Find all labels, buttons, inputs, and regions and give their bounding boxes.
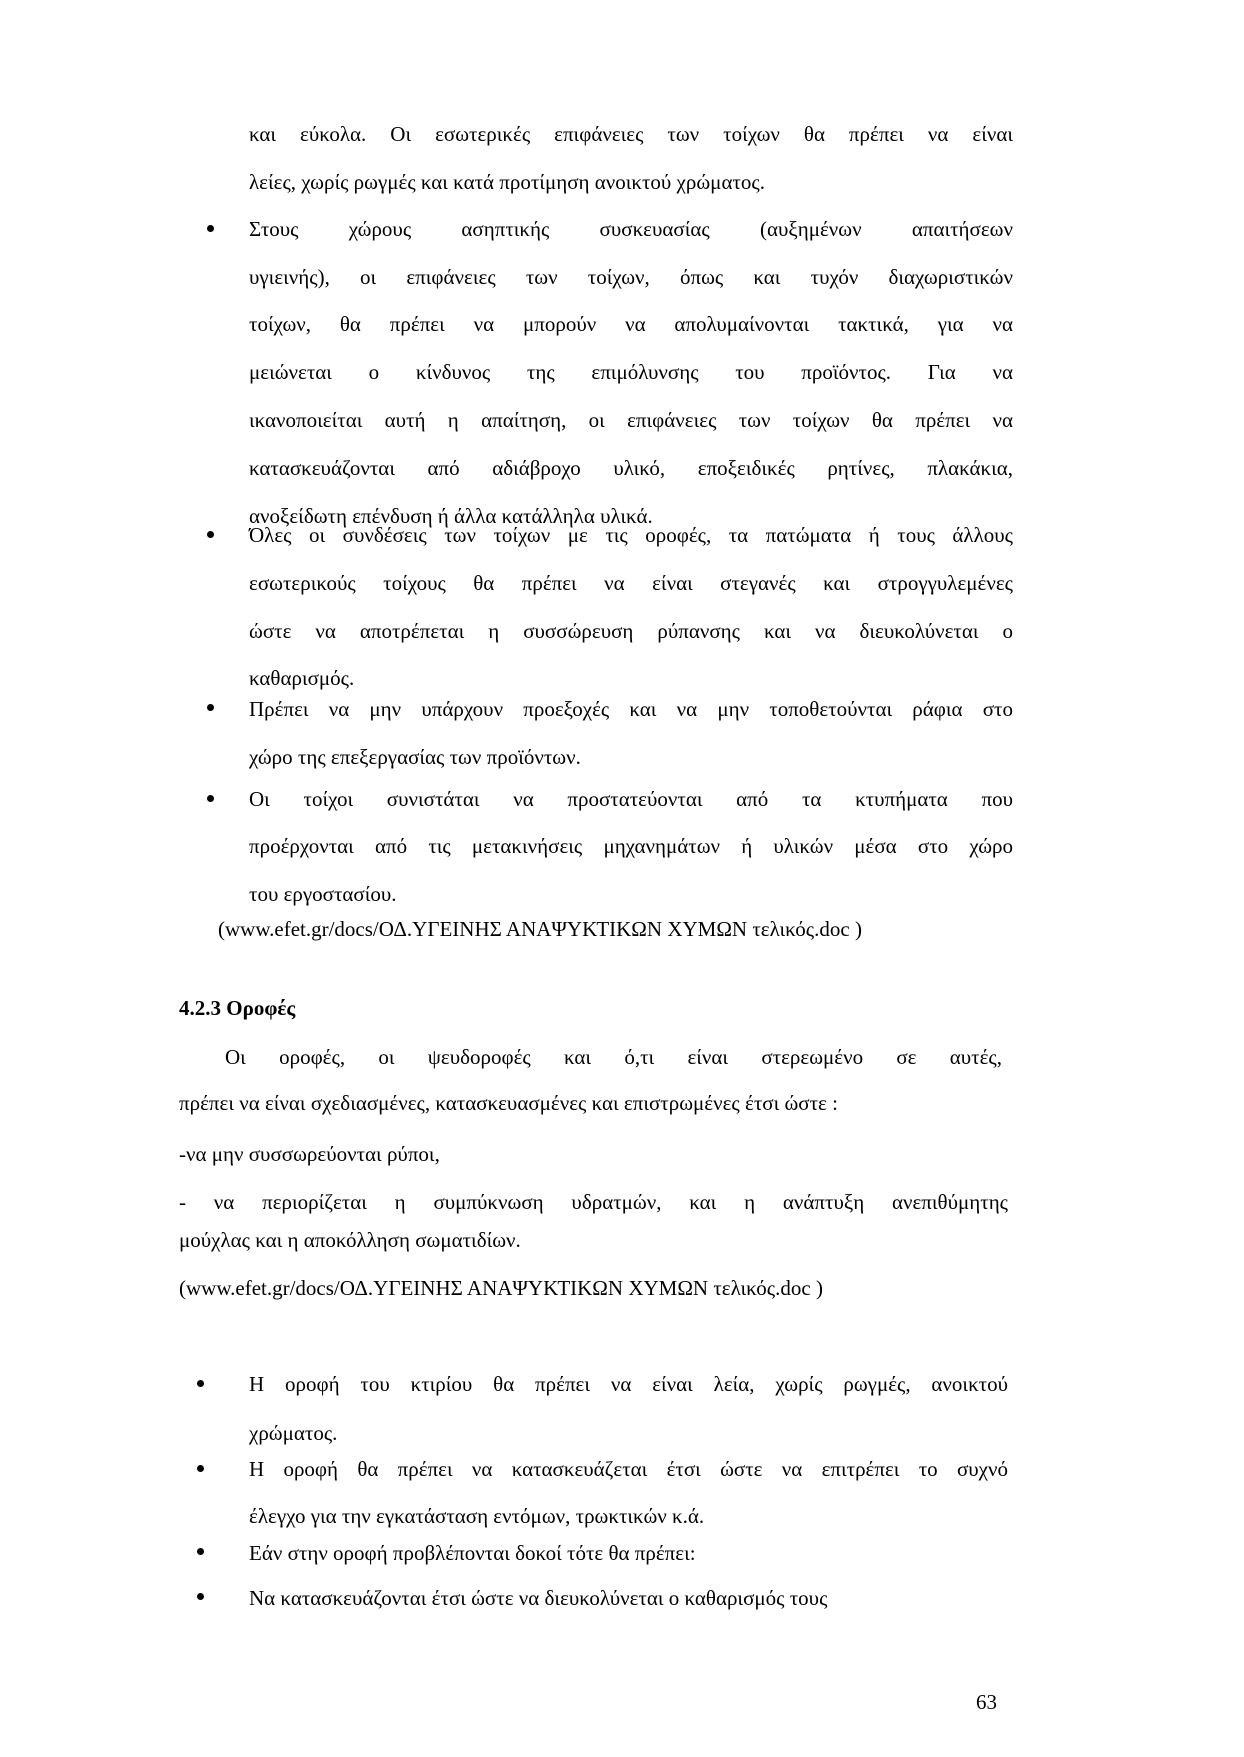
list-item-line: Να κατασκευάζονται έτσι ώστε να διευκολύνεται ο καθαρισμός τους — [249, 1586, 828, 1610]
list-item-line: του εργοστασίου. — [249, 882, 397, 906]
bullet-icon — [197, 1465, 204, 1472]
bullet-icon — [197, 1548, 204, 1555]
list-item-line: εσωτερικούς τοίχους θα πρέπει να είναι στεγανές και στρογγυλεμένες — [249, 571, 1013, 595]
list-item-line: χώρο της επεξεργασίας των προϊόντων. — [249, 745, 581, 769]
list-item-line: ώστε να αποτρέπεται η συσσώρευση ρύπανσης και να διευκολύνεται ο — [249, 619, 1013, 643]
list-item-line: Εάν στην οροφή προβλέπονται δοκοί τότε θα πρέπει: — [249, 1541, 696, 1565]
section-heading: 4.2.3 Οροφές — [179, 996, 296, 1020]
paragraph-line: λείες, χωρίς ρωγμές και κατά προτίμηση ανοικτού χρώματος. — [249, 170, 765, 194]
list-item-line: τοίχων, θα πρέπει να μπορούν να απολυμαίνονται τακτικά, για να — [249, 312, 1013, 336]
list-item-line: Η οροφή θα πρέπει να κατασκευάζεται έτσι ώστε να επιτρέπει το συχνό — [249, 1457, 1008, 1481]
list-item-line: καθαρισμός. — [249, 666, 355, 690]
list-item-line: προέρχονται από τις μετακινήσεις μηχανημάτων ή υλικών μέσα στο χώρο — [249, 834, 1013, 858]
bullet-icon — [197, 1380, 204, 1387]
list-item-line: υγιεινής), οι επιφάνειες των τοίχων, όπως και τυχόν διαχωριστικών — [249, 265, 1013, 289]
paragraph-line: Οι οροφές, οι ψευδοροφές και ό,τι είναι στερεωμένο σε αυτές, — [225, 1045, 1002, 1069]
list-item-line: Η οροφή του κτιρίου θα πρέπει να είναι λεία, χωρίς ρωγμές, ανοικτού — [249, 1372, 1008, 1396]
bullet-icon — [207, 795, 214, 802]
bullet-icon — [197, 1593, 204, 1600]
list-item-line: έλεγχο για την εγκατάσταση εντόμων, τρωκτικών κ.ά. — [249, 1504, 705, 1528]
bullet-icon — [207, 225, 214, 232]
paragraph-line: και εύκολα. Οι εσωτερικές επιφάνειες των τοίχων θα πρέπει να είναι — [249, 122, 1013, 146]
list-item-line: Οι τοίχοι συνιστάται να προστατεύονται από τα κτυπήματα που — [249, 787, 1013, 811]
list-item-line: Στους χώρους ασηπτικής συσκευασίας (αυξημένων απαιτήσεων — [249, 217, 1013, 241]
list-item-line: ικανοποιείται αυτή η απαίτηση, οι επιφάνειες των τοίχων θα πρέπει να — [249, 408, 1013, 432]
paragraph-line: -να μην συσσωρεύονται ρύποι, — [179, 1142, 440, 1166]
bullet-icon — [207, 531, 214, 538]
citation: (www.efet.gr/docs/ΟΔ.ΥΓΕΙΝΗΣ ΑΝΑΨΥΚΤΙΚΩΝ ΧΥΜΩΝ τελικός.doc ) — [179, 1276, 823, 1300]
list-item-line: χρώματος. — [249, 1421, 338, 1445]
paragraph-line: μούχλας και η αποκόλληση σωματιδίων. — [179, 1228, 521, 1252]
paragraph-line: - να περιορίζεται η συμπύκνωση υδρατμών, και η ανάπτυξη ανεπιθύμητης — [179, 1190, 1008, 1214]
paragraph-line: πρέπει να είναι σχεδιασμένες, κατασκευασμένες και επιστρωμένες έτσι ώστε : — [179, 1091, 838, 1115]
list-item-line: Όλες οι συνδέσεις των τοίχων με τις οροφές, τα πατώματα ή τους άλλους — [249, 523, 1013, 547]
list-item-line: Πρέπει να μην υπάρχουν προεξοχές και να μην τοποθετούνται ράφια στο — [249, 697, 1013, 721]
list-item-line: κατασκευάζονται από αδιάβροχο υλικό, εποξειδικές ρητίνες, πλακάκια, — [249, 456, 1013, 480]
bullet-icon — [207, 704, 214, 711]
list-item-line: μειώνεται ο κίνδυνος της επιμόλυνσης του προϊόντος. Για να — [249, 360, 1013, 384]
citation: (www.efet.gr/docs/ΟΔ.ΥΓΕΙΝΗΣ ΑΝΑΨΥΚΤΙΚΩΝ ΧΥΜΩΝ τελικός.doc ) — [218, 917, 862, 941]
list-item-line: ανοξείδωτη επένδυση ή άλλα κατάλληλα υλικά. — [249, 504, 653, 528]
page-number: 63 — [976, 1690, 997, 1714]
